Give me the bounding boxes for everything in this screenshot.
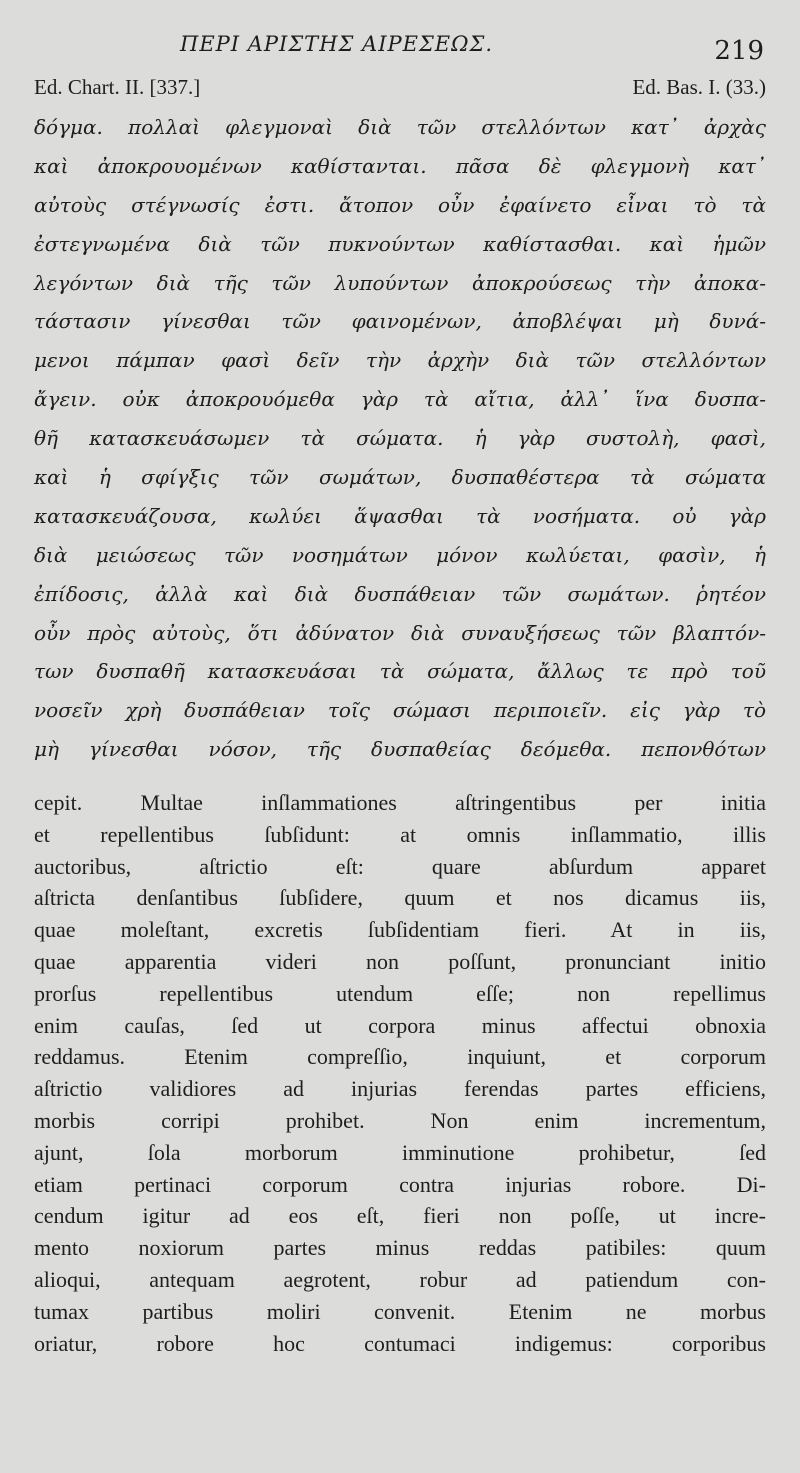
latin-text-line: etiam pertinaci corporum contra injurias robore. Di-	[34, 1171, 766, 1197]
latin-text-line: quae moleſtant, excretis ſubſidentiam fieri. At in iis,	[34, 917, 766, 943]
edition-ref-chartier: Ed. Chart. II. [337.]	[34, 75, 201, 99]
edition-ref-basel: Ed. Bas. I. (33.)	[632, 75, 766, 99]
latin-text-line: prorſus repellentibus utendum eſſe; non repellimus	[34, 980, 766, 1006]
greek-text-line: μὴ γίνεσθαι νόσον, τῆς δυσπαθείας δεόμεθα. πεπονθότων	[34, 737, 766, 762]
greek-text-line: ἄγειν. οὐκ ἀποκρουόμεθα γὰρ τὰ αἴτια, ἀλλ᾽ ἵνα δυσπα-	[34, 387, 766, 412]
greek-text-line: θῆ κατασκευάσωμεν τὰ σώματα. ἡ γὰρ συστολὴ, φασὶ,	[34, 426, 766, 451]
running-head-title: ΠΕΡΙ ΑΡΙΣΤΗΣ ΑΙΡΕΣΕΩΣ.	[180, 32, 494, 56]
greek-text-line: των δυσπαθῆ κατασκευάσαι τὰ σώματα, ἄλλως τε πρὸ τοῦ	[34, 659, 766, 684]
greek-text-line: διὰ μειώσεως τῶν νοσημάτων μόνον κωλύεται, φασὶν, ἡ	[34, 542, 766, 567]
latin-text-line: mento noxiorum partes minus reddas patibiles: quum	[34, 1235, 766, 1261]
greek-text-line: ἐστεγνωμένα διὰ τῶν πυκνούντων καθίστασθαι. καὶ ἡμῶν	[34, 231, 766, 256]
greek-text-line: μενοι πάμπαν φασὶ δεῖν τὴν ἀρχὴν διὰ τῶν στελλόντων	[34, 348, 766, 373]
greek-text-line: αὐτοὺς στέγνωσίς ἐστι. ἄτοπον οὖν ἐφαίνετο εἶναι τὸ τὰ	[34, 192, 766, 217]
greek-text-line: νοσεῖν χρὴ δυσπάθειαν τοῖς σώμασι περιποιεῖν. εἰς γὰρ τὸ	[34, 698, 766, 723]
page-number: 219	[714, 36, 764, 66]
running-head	[0, 26, 800, 70]
latin-text-line: reddamus. Etenim compreſſio, inquiunt, et corporum	[34, 1044, 766, 1070]
greek-text-line: λεγόντων διὰ τῆς τῶν λυπούντων ἀποκρούσεως τὴν ἀποκα-	[34, 270, 766, 295]
latin-text-line: oriatur, robore hoc contumaci indigemus: corporibus	[34, 1330, 766, 1356]
latin-text-line: aſtricta denſantibus ſubſidere, quum et nos dicamus iis,	[34, 885, 766, 911]
latin-text-line: et repellentibus ſubſidunt: at omnis inſlammatio, illis	[34, 821, 766, 847]
edition-reference-line	[34, 75, 766, 105]
latin-text-line: auctoribus, aſtrictio eſt: quare abſurdum apparet	[34, 853, 766, 879]
latin-text-line: quae apparentia videri non poſſunt, pronunciant initio	[34, 948, 766, 974]
latin-text-line: alioqui, antequam aegrotent, robur ad patiendum con-	[34, 1266, 766, 1292]
greek-text-line: οὖν πρὸς αὐτοὺς, ὅτι ἀδύνατον διὰ συναυξήσεως τῶν βλαπτόν-	[34, 620, 766, 645]
latin-text-line: tumax partibus moliri convenit. Etenim ne morbus	[34, 1298, 766, 1324]
greek-text-line: καὶ ἀποκρουομένων καθίστανται. πᾶσα δὲ φλεγμονὴ κατ᾽	[34, 153, 766, 178]
greek-text-line: καὶ ἡ σφίγξις τῶν σωμάτων, δυσπαθέστερα τὰ σώματα	[34, 465, 766, 490]
latin-text-line: morbis corripi prohibet. Non enim incrementum,	[34, 1107, 766, 1133]
greek-text-line: δόγμα. πολλαὶ φλεγμοναὶ διὰ τῶν στελλόντων κατ᾽ ἀρχὰς	[34, 115, 766, 139]
latin-text-line: ajunt, ſola morborum imminutione prohibetur, ſed	[34, 1139, 766, 1165]
greek-text-line: τάστασιν γίνεσθαι τῶν φαινομένων, ἀποβλέψαι μὴ δυνά-	[34, 309, 766, 334]
latin-text-line: cepit. Multae inſlammationes aſtringentibus per initia	[34, 790, 766, 815]
latin-text-line: enim cauſas, ſed ut corpora minus affectui obnoxia	[34, 1012, 766, 1038]
greek-text-line: κατασκευάζουσα, κωλύει ἅψασθαι τὰ νοσήματα. οὐ γὰρ	[34, 503, 766, 528]
latin-text-block	[34, 787, 766, 1359]
latin-text-line: cendum igitur ad eos eſt, fieri non poſſe, ut incre-	[34, 1203, 766, 1229]
greek-text-block	[34, 108, 766, 769]
latin-text-line: aſtrictio validiores ad injurias ferendas partes efficiens,	[34, 1076, 766, 1102]
greek-text-line: ἐπίδοσις, ἀλλὰ καὶ διὰ δυσπάθειαν τῶν σωμάτων. ῥητέον	[34, 581, 766, 606]
